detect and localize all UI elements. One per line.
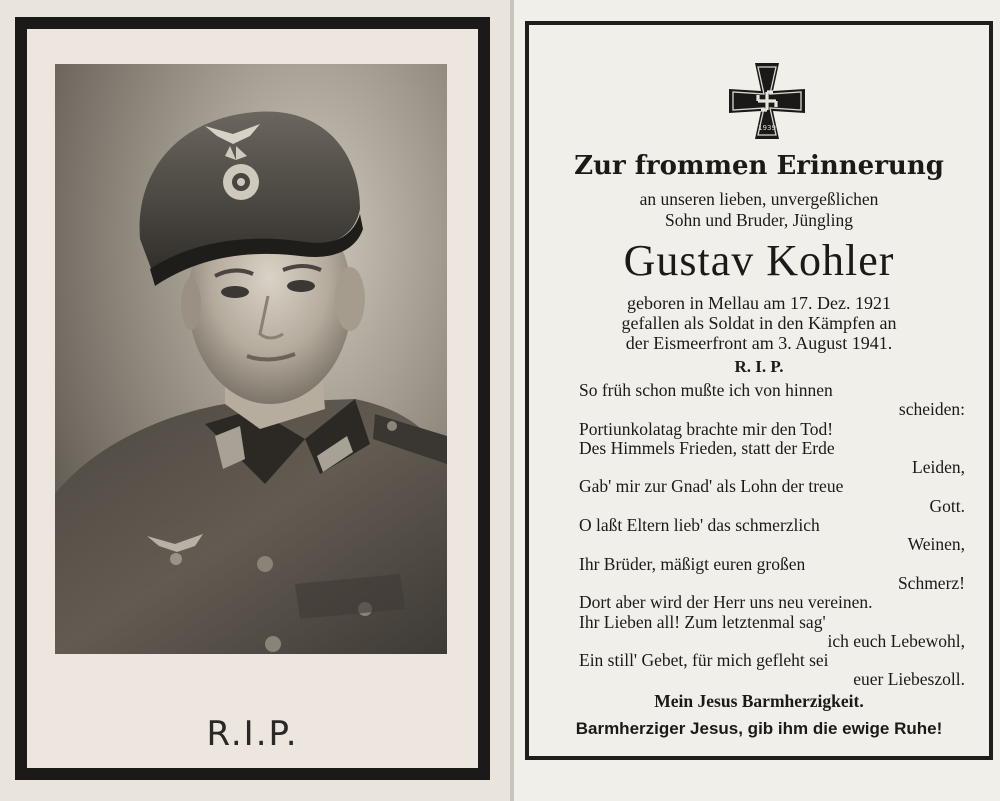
poem-line: Gott.	[929, 495, 965, 516]
poem-line: So früh schon mußte ich von hinnen	[579, 380, 833, 400]
poem-line: Des Himmels Frieden, statt der Erde	[579, 437, 835, 458]
memorial-text-card	[514, 0, 1000, 801]
poem-line: Schmerz!	[897, 572, 965, 593]
prayer-line: Mein Jesus Barmherzigkeit.	[654, 691, 864, 711]
poem-line: O laßt Eltern lieb' das schmerzlich	[579, 515, 820, 536]
poem-line: Portiunkolatag brachte mir den Tod!	[579, 418, 834, 439]
intro-line: an unseren lieben, unvergeßlichen	[639, 189, 879, 209]
memorial-title: Zur frommen Erinnerung	[574, 151, 944, 181]
poem-line: ich euch Lebewohl,	[827, 630, 965, 651]
prayer-line: Barmherziger Jesus, gib ihm die ewige Ruhe!	[575, 719, 943, 738]
poem-line: euer Liebeszoll.	[853, 669, 965, 690]
poem-line: Dort aber wird der Herr uns neu vereinen.	[579, 592, 873, 613]
poem-line: Ein still' Gebet, für mich gefleht sei	[579, 650, 829, 671]
poem-line: Leiden,	[912, 457, 965, 478]
cross-year: 1939	[758, 124, 776, 132]
poem-line: Weinen,	[907, 534, 965, 555]
poem-line: Ihr Lieben all! Zum letztenmal sag'	[579, 611, 826, 632]
death-line: der Eismeerfront am 3. August 1941.	[625, 333, 893, 353]
intro-line: Sohn und Bruder, Jüngling	[665, 210, 853, 230]
deceased-name: Gustav Kohler	[623, 236, 895, 285]
memorial-border	[525, 21, 993, 760]
poem-line: Gab' mir zur Gnad' als Lohn der treue	[579, 476, 844, 497]
rip-heading: R. I. P.	[734, 357, 784, 376]
poem-line: Ihr Brüder, mäßigt euren großen	[579, 553, 806, 574]
memorial-poem	[579, 381, 965, 690]
intro-text	[529, 189, 989, 231]
iron-cross-icon	[727, 61, 807, 141]
death-line: gefallen als Soldat in den Kämpfen an	[621, 313, 897, 333]
poem-line: scheiden:	[898, 399, 965, 420]
mourning-border	[15, 17, 490, 780]
soldier-portrait-photo	[55, 64, 447, 654]
portrait-illustration	[55, 64, 447, 654]
rip-label: R.I.P.	[206, 714, 299, 754]
life-details	[529, 293, 989, 353]
birth-line: geboren in Mellau am 17. Dez. 1921	[627, 293, 891, 313]
